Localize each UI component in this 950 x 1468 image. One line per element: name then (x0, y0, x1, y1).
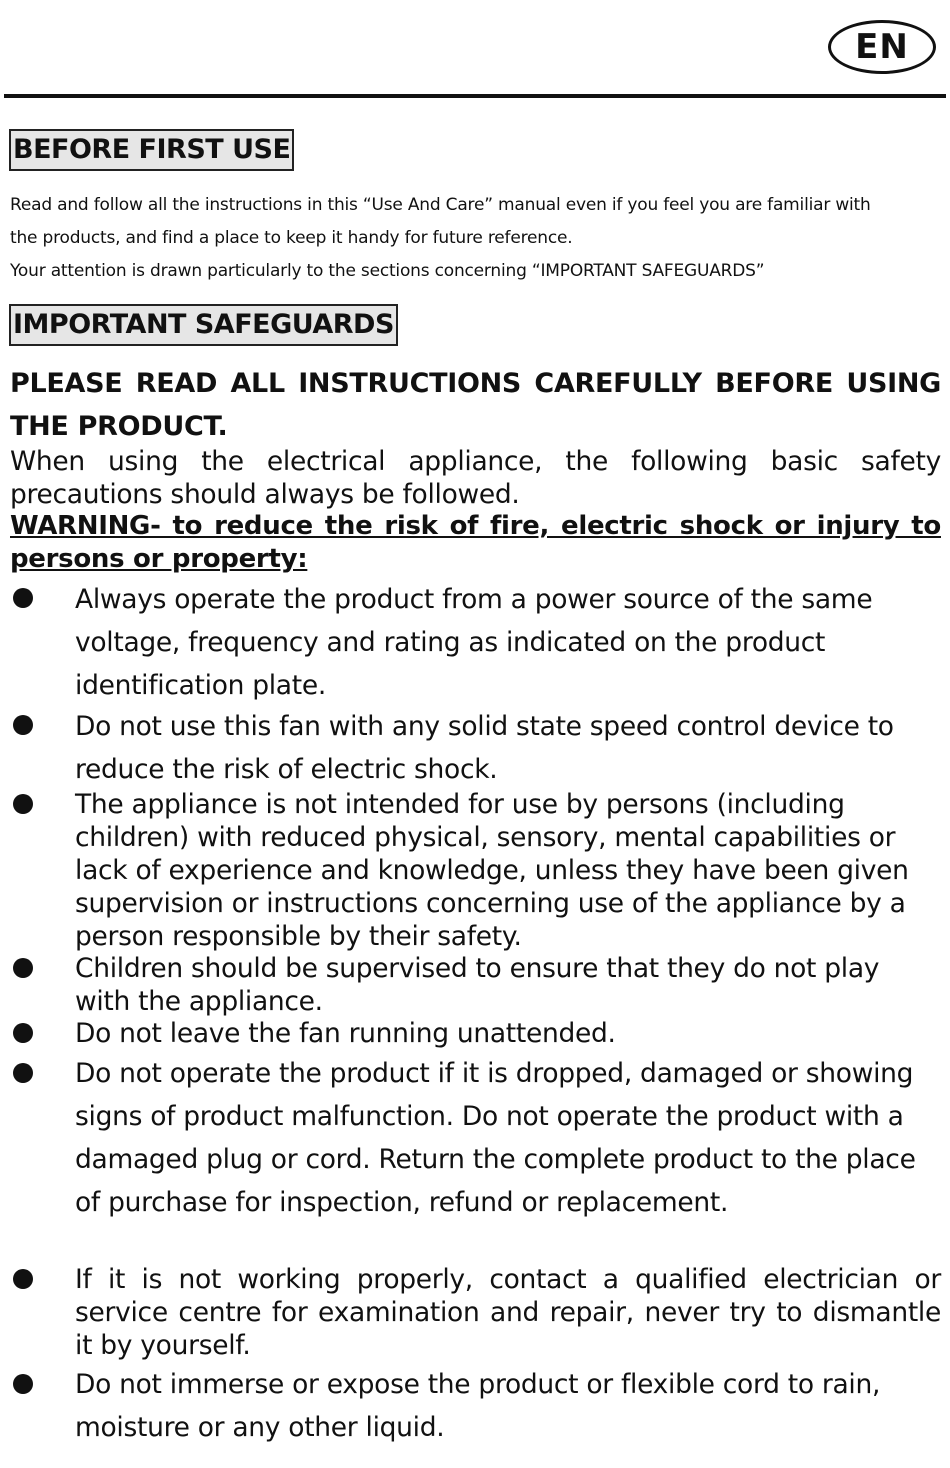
before-first-use-line-1: Read and follow all the instructions in this “Use And Care” manual even if you feel you are familiar with (10, 195, 871, 215)
bullet-icon (13, 1269, 33, 1289)
bullet-icon (13, 588, 33, 608)
bullet-icon (13, 794, 33, 814)
safeguard-item-1: Always operate the product from a power source of the same voltage, frequency and rating as indicated on the product identification plate. (75, 584, 873, 701)
bullet-icon (13, 1374, 33, 1394)
safeguard-item-6: Do not operate the product if it is dropped, damaged or showing signs of product malfunction. Do not operate the product with a damaged plug or cord. Return the complete product to the place of purchase for inspection, refund or replacement. (75, 1058, 916, 1218)
header-divider (4, 94, 946, 98)
safeguard-item-2: Do not use this fan with any solid state speed control device to reduce the risk of electric shock. (75, 711, 894, 785)
bullet-icon (13, 715, 33, 735)
before-first-use-line-2: the products, and find a place to keep it handy for future reference. (10, 228, 573, 248)
language-badge: EN (828, 20, 936, 74)
before-first-use-line-3: Your attention is drawn particularly to the sections concerning “IMPORTANT SAFEGUARDS” (10, 261, 765, 281)
safeguard-item-7: If it is not working properly, contact a qualified electrician or service centre for examination and repair, never try to dismantle it by yourself. (75, 1264, 941, 1361)
safeguard-item-5: Do not leave the fan running unattended. (75, 1018, 616, 1049)
bullet-icon (13, 1063, 33, 1083)
safeguard-item-8: Do not immerse or expose the product or flexible cord to rain, moisture or any other liquid. (75, 1369, 881, 1443)
bullet-icon (13, 958, 33, 978)
important-safeguards-heading: IMPORTANT SAFEGUARDS (9, 304, 398, 346)
safeguard-item-3: The appliance is not intended for use by persons (including children) with reduced physical, sensory, mental capabilities or lack of experience and knowledge, unless they have been given supervision or instructions concerning use of the appliance by a person responsible by their safety. (75, 789, 909, 952)
read-instructions-notice: PLEASE READ ALL INSTRUCTIONS CAREFULLY BEFORE USING THE PRODUCT. (10, 368, 941, 442)
safeguard-item-4: Children should be supervised to ensure that they do not play with the appliance. (75, 953, 880, 1017)
warning-statement: WARNING- to reduce the risk of fire, electric shock or injury to persons or property: (10, 511, 941, 574)
before-first-use-heading: BEFORE FIRST USE (9, 129, 294, 171)
bullet-icon (13, 1023, 33, 1043)
safety-intro: When using the electrical appliance, the following basic safety precautions should always be followed. (10, 446, 941, 510)
